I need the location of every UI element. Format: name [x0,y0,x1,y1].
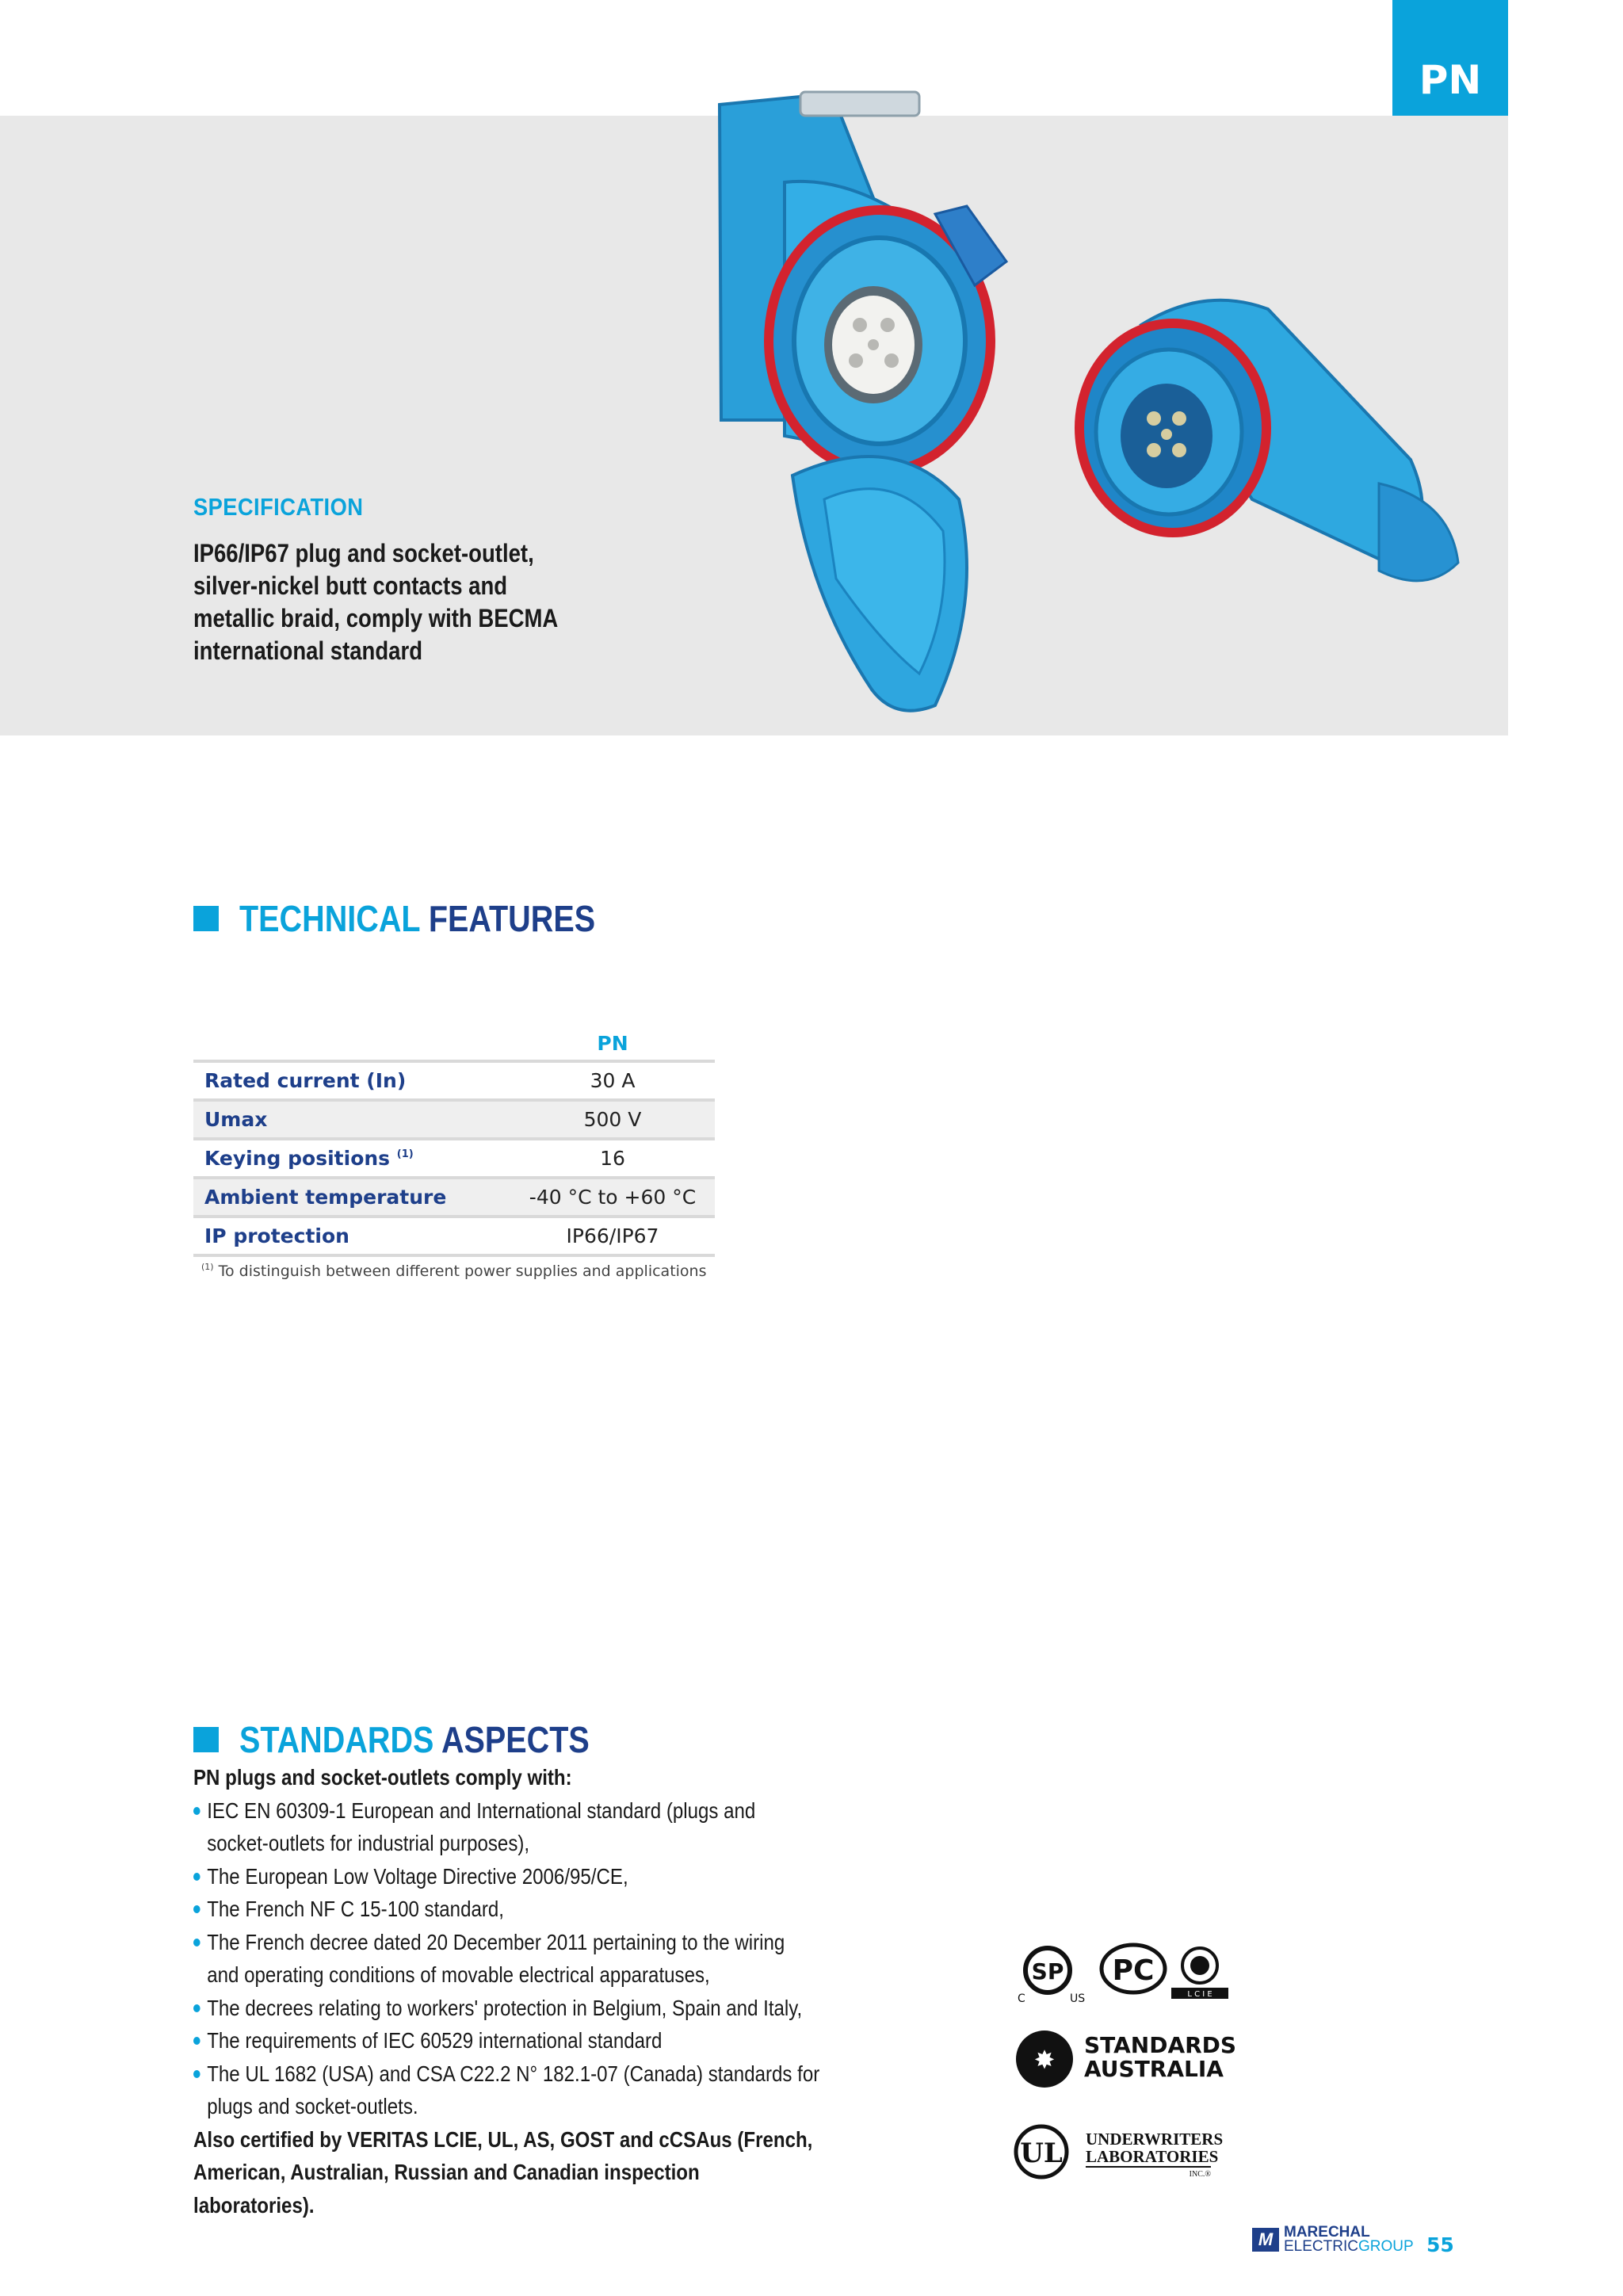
list-item: IEC EN 60309-1 European and International standard (plugs and socket-outlets for industrial purposes), [193,1794,820,1860]
list-item: The French decree dated 20 December 2011 pertaining to the wiring and operating conditions of movable electrical apparatuses, [193,1926,820,1992]
certification-logos [1006,1934,1244,2195]
lcie-logo [1171,1948,1228,1999]
specification-body: IP66/IP67 plug and socket-outlet, silver-nickel butt contacts and metallic braid, comply with BECMA international standard [193,539,558,665]
table-footnote: $^{(1)}$ To distinguish between different power supplies and applications [201,1262,707,1280]
svg-text:PC: PC [1112,1954,1155,1987]
table-row: Rated current (In) 30 A [193,1061,715,1100]
svg-text:AUSTRALIA: AUSTRALIA [1084,2056,1224,2082]
table-row: IP protection IP66/IP67 [193,1217,715,1255]
standards-aspects-heading: STANDARDS ASPECTS [193,1718,647,1761]
certification-note: Also certified by VERITAS LCIE, UL, AS, GOST and cCSAus (French, American, Australian, Russian and Canadian inspection laboratories). [193,2126,813,2218]
standards-text [193,1761,820,2222]
svg-text:LABORATORIES: LABORATORIES [1086,2147,1219,2166]
svg-text:C: C [1018,1992,1025,2005]
svg-text:INC.®: INC.® [1189,2170,1211,2179]
heading-square-icon [193,906,219,931]
svg-text:UNDERWRITERS: UNDERWRITERS [1086,2130,1224,2149]
svg-text:✸: ✸ [1033,2045,1056,2075]
svg-text:SP: SP [1031,1958,1064,1985]
gost-logo [1102,1945,1165,1992]
csa-logo [1018,1948,1085,2005]
standards-australia-logo [1016,2030,1236,2088]
product-image [697,87,1474,729]
technical-features-table [193,1026,715,1257]
specification-title: SPECIFICATION [193,493,364,521]
svg-text:STANDARDS: STANDARDS [1084,2032,1237,2058]
page-number: 55 [1426,2233,1454,2256]
table-row: Umax 500 V [193,1100,715,1139]
list-item: The UL 1682 (USA) and CSA C22.2 N° 182.1-07 (Canada) standards for plugs and socket-outlets. [193,2057,820,2123]
svg-text:UL: UL [1020,2137,1063,2169]
list-item: The European Low Voltage Directive 2006/95/CE, [193,1860,820,1893]
section-tab: PN [1392,0,1508,116]
svg-text:US: US [1070,1992,1086,2005]
technical-features-heading: TECHNICAL FEATURES [193,897,653,940]
table-row: Ambient temperature -40 °C to +60 °C [193,1178,715,1217]
svg-text:L C I E: L C I E [1187,1990,1212,1999]
marechal-logo: M MARECHAL ELECTRICGROUP [1252,2225,1414,2254]
list-item: The requirements of IEC 60529 international standard [193,2024,820,2057]
brand-mark-icon: M [1252,2228,1279,2252]
standards-lead: PN plugs and socket-outlets comply with: [193,1765,572,1790]
ul-logo [1016,2126,1223,2179]
standards-list [193,1794,820,2123]
column-header-pn: PN [510,1026,715,1061]
table-row: Keying positions $^{(1)}$ 16 [193,1139,715,1178]
heading-square-icon [193,1727,219,1752]
list-item: The decrees relating to workers' protection in Belgium, Spain and Italy, [193,1992,820,2025]
list-item: The French NF C 15-100 standard, [193,1893,820,1926]
